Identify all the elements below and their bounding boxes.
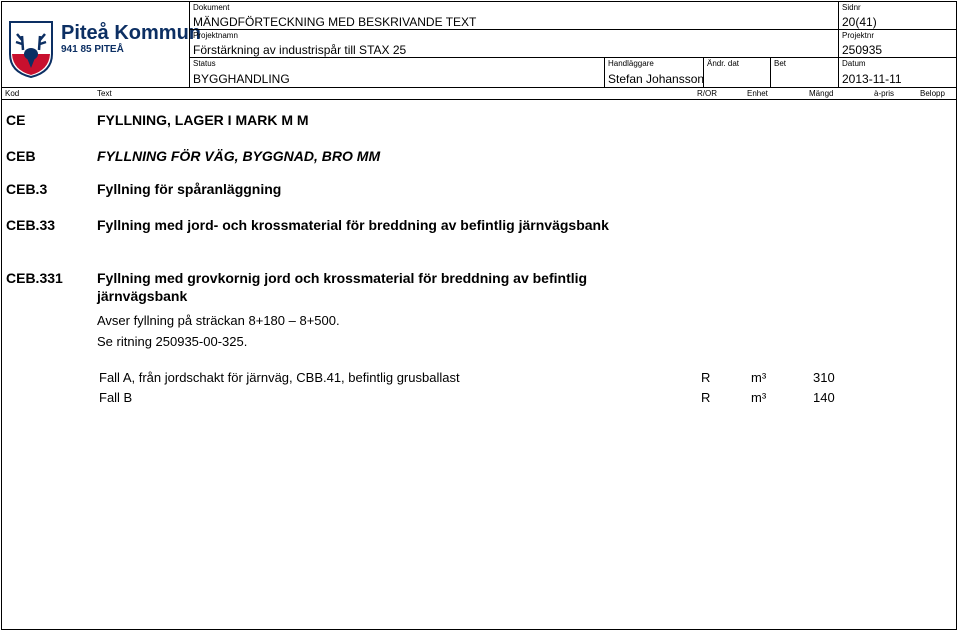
section-title: Fyllning med grovkornig jord och krossmaterial för breddning av befintlig järnvägsbank <box>97 270 588 304</box>
section-title: Fyllning med jord- och krossmaterial för breddning av befintlig järnvägsbank <box>97 217 609 233</box>
header-divider <box>189 29 957 30</box>
bet-label: Bet <box>774 59 787 68</box>
column-enhet: Enhet <box>747 89 768 98</box>
header-divider <box>189 57 957 58</box>
header-divider <box>189 1 190 88</box>
status-value: BYGGHANDLING <box>193 72 290 86</box>
row-ror: R <box>701 370 711 385</box>
column-mangd: Mängd <box>809 89 834 98</box>
projektnr-value: 250935 <box>842 43 883 57</box>
section-code: CEB.33 <box>6 217 56 233</box>
andr-dat-label: Ändr. dat <box>707 59 740 68</box>
section-code: CEB.3 <box>6 181 48 197</box>
section-title: FYLLNING, LAGER I MARK M M <box>97 112 309 128</box>
row-text: Fall A, från jordschakt för järnväg, CBB.41, befintlig grusballast <box>99 370 460 385</box>
dokument-label: Dokument <box>193 3 230 12</box>
datum-value: 2013-11-11 <box>842 72 902 86</box>
row-mangd: 310 <box>813 370 835 385</box>
row-enhet: m³ <box>751 390 767 405</box>
status-label: Status <box>193 59 216 68</box>
row-ror: R <box>701 390 711 405</box>
projektnr-label: Projektnr <box>842 31 875 40</box>
projektnamn-value: Förstärkning av industrispår till STAX 25 <box>193 43 407 57</box>
header-divider <box>604 57 605 88</box>
sidnr-value: 20(41) <box>842 15 877 29</box>
section-code: CEB.331 <box>6 270 63 286</box>
dokument-value: MÄNGDFÖRTECKNING MED BESKRIVANDE TEXT <box>193 15 477 29</box>
column-apris: à-pris <box>874 89 895 98</box>
section-title: FYLLNING FÖR VÄG, BYGGNAD, BRO MM <box>97 148 381 164</box>
handlaggare-value: Stefan Johansson <box>608 72 705 86</box>
projektnamn-label: Projektnamn <box>193 31 238 40</box>
section-title: Fyllning för spåranläggning <box>97 181 282 197</box>
row-text: Fall B <box>99 390 133 405</box>
section-code: CE <box>6 112 26 128</box>
section-code: CEB <box>6 148 36 164</box>
section-note: Se ritning 250935-00-325. <box>97 334 248 349</box>
handlaggare-label: Handläggare <box>608 59 654 68</box>
header-divider <box>838 1 839 88</box>
logo-name: Piteå Kommun <box>61 22 202 44</box>
column-text: Text <box>97 89 112 98</box>
sidnr-label: Sidnr <box>842 3 861 12</box>
header-divider <box>1 87 957 88</box>
row-mangd: 140 <box>813 390 835 405</box>
header-divider <box>770 57 771 88</box>
logo-address: 941 85 PITEÅ <box>61 44 124 55</box>
column-belopp: Belopp <box>920 89 945 98</box>
column-header-divider <box>1 99 957 100</box>
section-note: Avser fyllning på sträckan 8+180 – 8+500. <box>97 313 340 328</box>
datum-label: Datum <box>842 59 866 68</box>
column-ror: R/OR <box>697 89 717 98</box>
coat-of-arms-icon <box>8 20 54 78</box>
row-enhet: m³ <box>751 370 767 385</box>
column-kod: Kod <box>5 89 20 98</box>
